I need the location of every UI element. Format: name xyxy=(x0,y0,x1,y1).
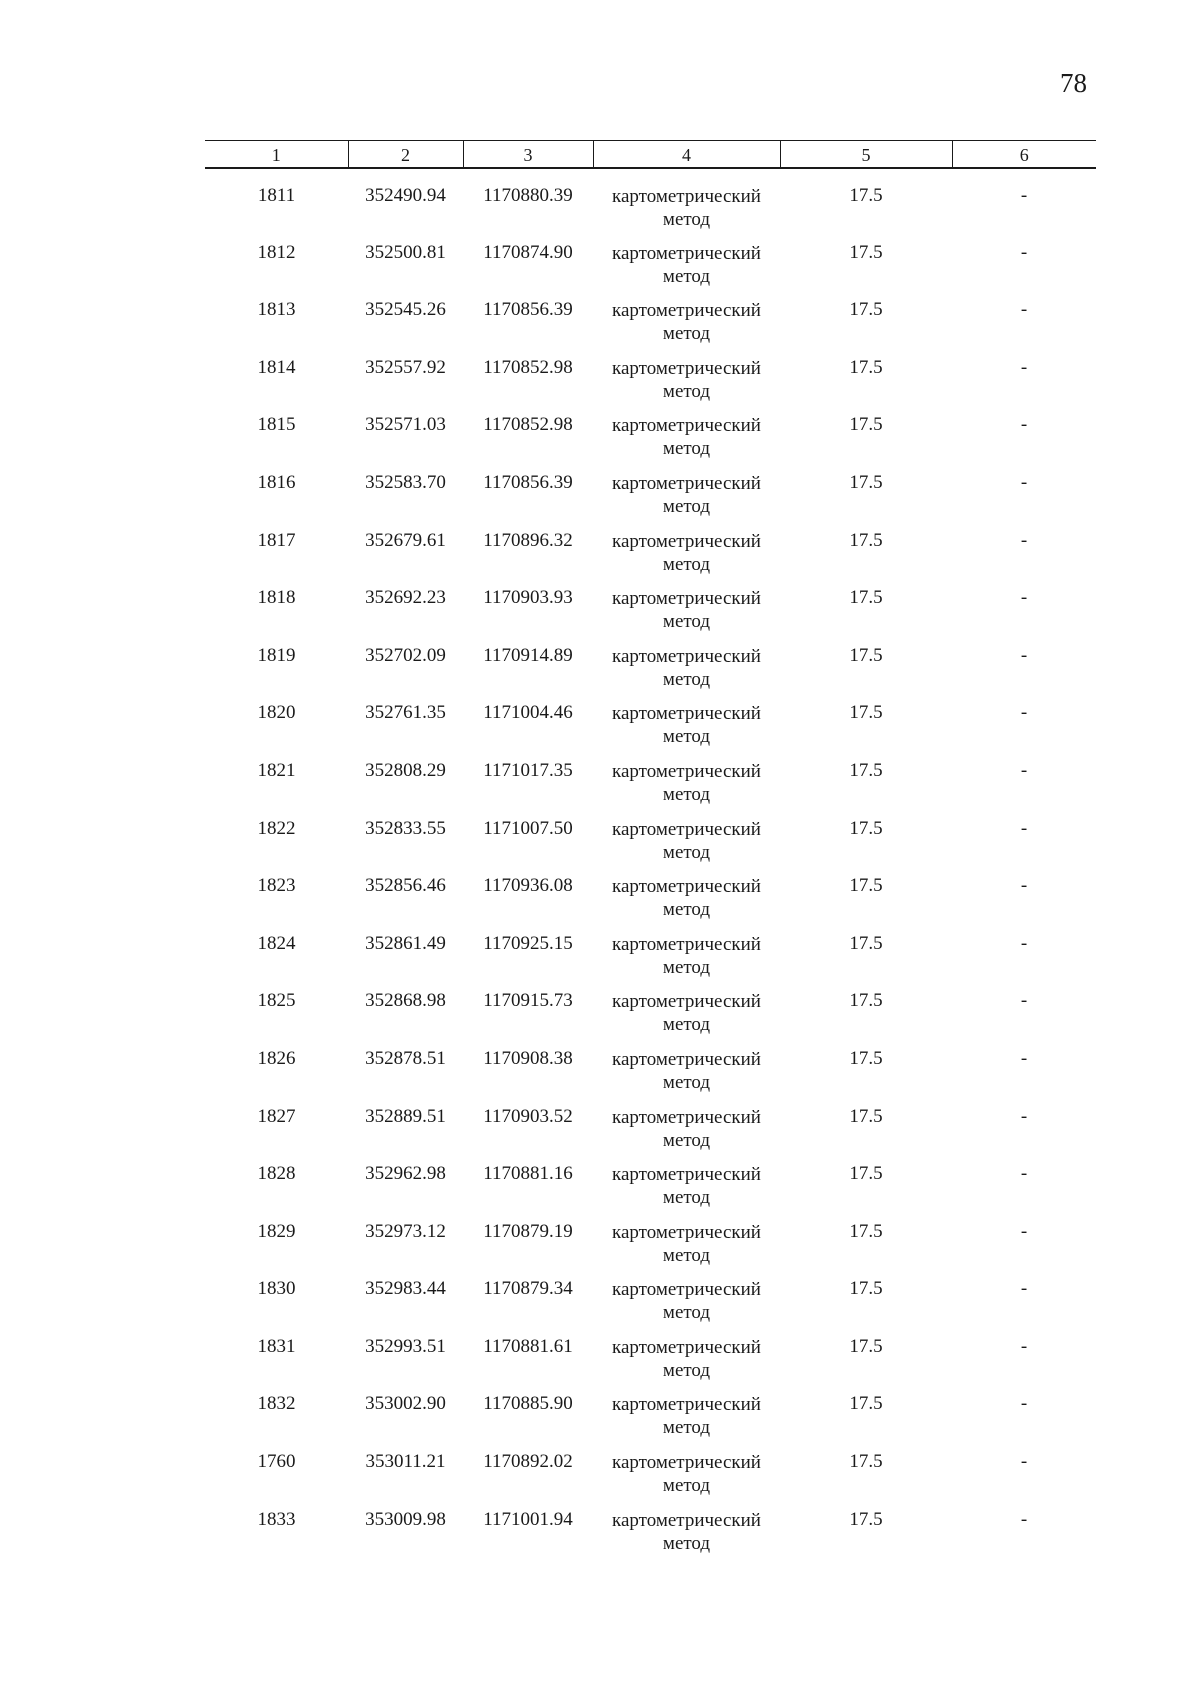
method-cell xyxy=(593,1451,780,1509)
method-cell xyxy=(593,1221,780,1279)
method-line-1: картометрический xyxy=(612,703,761,725)
accuracy-cell: 17.5 xyxy=(849,1508,883,1530)
note-cell: - xyxy=(1020,241,1028,263)
method-line-1: картометрический xyxy=(612,1048,761,1070)
y-coordinate-cell: 1170892.02 xyxy=(483,1451,573,1473)
table-row xyxy=(205,1221,1096,1279)
accuracy-cell: 17.5 xyxy=(849,932,883,954)
point-id-cell: 1828 xyxy=(257,1163,296,1185)
y-coordinate-cell: 1170896.32 xyxy=(483,529,573,551)
accuracy-cell: 17.5 xyxy=(849,1393,883,1415)
method-cell xyxy=(593,357,780,415)
table-row xyxy=(205,933,1096,991)
accuracy-cell: 17.5 xyxy=(849,702,883,724)
x-coordinate-cell: 352545.26 xyxy=(365,299,446,321)
method-line-2: метод xyxy=(662,1359,711,1381)
method-line-2: метод xyxy=(662,726,711,748)
method-line-2: метод xyxy=(662,1071,711,1093)
point-id-cell: 1812 xyxy=(257,241,296,263)
column-header: 4 xyxy=(593,141,780,169)
table-row xyxy=(205,1048,1096,1106)
table-row xyxy=(205,1451,1096,1509)
point-id-cell: 1818 xyxy=(257,587,296,609)
method-cell xyxy=(593,1509,780,1567)
note-cell: - xyxy=(1020,185,1028,206)
note-cell: - xyxy=(1020,1451,1028,1473)
point-id-cell: 1811 xyxy=(257,185,296,206)
point-id-cell: 1819 xyxy=(257,644,296,666)
note-cell: - xyxy=(1020,299,1028,321)
x-coordinate-cell: 353009.98 xyxy=(365,1508,446,1530)
method-cell xyxy=(593,1336,780,1394)
note-cell: - xyxy=(1020,759,1028,781)
accuracy-cell: 17.5 xyxy=(849,587,883,609)
table-row xyxy=(205,760,1096,818)
note-cell: - xyxy=(1020,471,1028,493)
x-coordinate-cell: 352808.29 xyxy=(365,759,446,781)
y-coordinate-cell: 1170879.19 xyxy=(483,1220,573,1242)
accuracy-cell: 17.5 xyxy=(849,414,883,436)
point-id-cell: 1829 xyxy=(257,1220,296,1242)
accuracy-cell: 17.5 xyxy=(849,817,883,839)
method-line-2: метод xyxy=(662,1417,711,1439)
method-line-2: метод xyxy=(662,1244,711,1266)
method-cell xyxy=(593,990,780,1048)
method-line-2: метод xyxy=(662,899,711,921)
x-coordinate-cell: 352993.51 xyxy=(365,1335,446,1357)
table-row xyxy=(205,1163,1096,1221)
method-line-2: метод xyxy=(662,323,711,345)
note-cell: - xyxy=(1020,1163,1028,1185)
method-line-2: метод xyxy=(662,1129,711,1151)
table-row xyxy=(205,242,1096,300)
note-cell: - xyxy=(1020,356,1028,378)
y-coordinate-cell: 1170915.73 xyxy=(483,990,573,1012)
method-cell xyxy=(593,645,780,703)
method-line-1: картометрический xyxy=(612,530,761,552)
method-cell xyxy=(593,1278,780,1336)
method-cell xyxy=(593,875,780,933)
x-coordinate-cell: 352571.03 xyxy=(365,414,446,436)
note-cell: - xyxy=(1020,875,1028,897)
table-row xyxy=(205,1393,1096,1451)
y-coordinate-cell: 1170908.38 xyxy=(483,1047,573,1069)
accuracy-cell: 17.5 xyxy=(849,185,883,206)
x-coordinate-cell: 352878.51 xyxy=(365,1047,446,1069)
table-row xyxy=(205,1336,1096,1394)
x-coordinate-cell: 352861.49 xyxy=(365,932,446,954)
method-line-1: картометрический xyxy=(612,472,761,494)
note-cell: - xyxy=(1020,932,1028,954)
note-cell: - xyxy=(1020,414,1028,436)
y-coordinate-cell: 1170874.90 xyxy=(483,241,573,263)
accuracy-cell: 17.5 xyxy=(849,1220,883,1242)
column-header: 2 xyxy=(348,141,463,169)
accuracy-cell: 17.5 xyxy=(849,471,883,493)
point-id-cell: 1833 xyxy=(257,1508,296,1530)
x-coordinate-cell: 352868.98 xyxy=(365,990,446,1012)
table-row xyxy=(205,875,1096,933)
table-row xyxy=(205,645,1096,703)
method-line-1: картометрический xyxy=(612,818,761,840)
point-id-cell: 1824 xyxy=(257,932,296,954)
x-coordinate-cell: 352962.98 xyxy=(365,1163,446,1185)
accuracy-cell: 17.5 xyxy=(849,759,883,781)
table-row xyxy=(205,472,1096,530)
method-line-1: картометрический xyxy=(612,1106,761,1128)
method-cell xyxy=(593,1393,780,1451)
y-coordinate-cell: 1170885.90 xyxy=(483,1393,573,1415)
method-line-2: метод xyxy=(662,380,711,402)
accuracy-cell: 17.5 xyxy=(849,990,883,1012)
method-line-2: метод xyxy=(662,956,711,978)
method-cell xyxy=(593,702,780,760)
method-cell xyxy=(593,760,780,818)
note-cell: - xyxy=(1020,1393,1028,1415)
method-cell xyxy=(593,242,780,300)
method-line-2: метод xyxy=(662,1302,711,1324)
accuracy-cell: 17.5 xyxy=(849,356,883,378)
accuracy-cell: 17.5 xyxy=(849,1047,883,1069)
note-cell: - xyxy=(1020,990,1028,1012)
point-id-cell: 1823 xyxy=(257,875,296,897)
x-coordinate-cell: 352856.46 xyxy=(365,875,446,897)
table-row xyxy=(205,1106,1096,1164)
method-line-1: картометрический xyxy=(612,1509,761,1531)
accuracy-cell: 17.5 xyxy=(849,875,883,897)
point-id-cell: 1760 xyxy=(257,1451,296,1473)
method-cell xyxy=(593,818,780,876)
y-coordinate-cell: 1170879.34 xyxy=(483,1278,573,1300)
table-row xyxy=(205,587,1096,645)
accuracy-cell: 17.5 xyxy=(849,1163,883,1185)
method-line-2: метод xyxy=(662,1014,711,1036)
method-cell xyxy=(593,530,780,588)
y-coordinate-cell: 1170914.89 xyxy=(483,644,573,666)
table-row xyxy=(205,990,1096,1048)
point-id-cell: 1827 xyxy=(257,1105,296,1127)
x-coordinate-cell: 352692.23 xyxy=(365,587,446,609)
x-coordinate-cell: 352679.61 xyxy=(365,529,446,551)
point-id-cell: 1821 xyxy=(257,759,296,781)
table-row xyxy=(205,1278,1096,1336)
point-id-cell: 1822 xyxy=(257,817,296,839)
table-row xyxy=(205,357,1096,415)
point-id-cell: 1813 xyxy=(257,299,296,321)
method-line-1: картометрический xyxy=(612,242,761,264)
y-coordinate-cell: 1170925.15 xyxy=(483,932,573,954)
method-cell xyxy=(593,472,780,530)
method-line-2: метод xyxy=(662,209,711,230)
method-line-2: метод xyxy=(662,611,711,633)
note-cell: - xyxy=(1020,1105,1028,1127)
column-header: 3 xyxy=(463,141,593,169)
method-line-1: картометрический xyxy=(612,186,761,207)
y-coordinate-cell: 1171007.50 xyxy=(483,817,573,839)
table-row xyxy=(205,414,1096,472)
x-coordinate-cell: 352833.55 xyxy=(365,817,446,839)
method-cell xyxy=(593,299,780,357)
method-line-1: картометрический xyxy=(612,1336,761,1358)
accuracy-cell: 17.5 xyxy=(849,1451,883,1473)
y-coordinate-cell: 1170881.16 xyxy=(483,1163,573,1185)
point-id-cell: 1815 xyxy=(257,414,296,436)
x-coordinate-cell: 352983.44 xyxy=(365,1278,446,1300)
x-coordinate-cell: 352583.70 xyxy=(365,471,446,493)
y-coordinate-cell: 1171017.35 xyxy=(483,759,573,781)
note-cell: - xyxy=(1020,587,1028,609)
accuracy-cell: 17.5 xyxy=(849,529,883,551)
y-coordinate-cell: 1170881.61 xyxy=(483,1335,573,1357)
note-cell: - xyxy=(1020,702,1028,724)
table-row xyxy=(205,818,1096,876)
y-coordinate-cell: 1171004.46 xyxy=(483,702,573,724)
method-line-1: картометрический xyxy=(612,1394,761,1416)
point-id-cell: 1830 xyxy=(257,1278,296,1300)
table-row xyxy=(205,1509,1096,1567)
accuracy-cell: 17.5 xyxy=(849,299,883,321)
method-line-1: картометрический xyxy=(612,1221,761,1243)
note-cell: - xyxy=(1020,529,1028,551)
method-line-1: картометрический xyxy=(612,1452,761,1474)
y-coordinate-cell: 1170936.08 xyxy=(483,875,573,897)
method-cell xyxy=(593,1163,780,1221)
table-row xyxy=(205,299,1096,357)
x-coordinate-cell: 352702.09 xyxy=(365,644,446,666)
method-line-1: картометрический xyxy=(612,300,761,322)
x-coordinate-cell: 352490.94 xyxy=(365,185,446,206)
method-line-2: метод xyxy=(662,495,711,517)
x-coordinate-cell: 353011.21 xyxy=(365,1451,446,1473)
table-row xyxy=(205,530,1096,588)
method-line-1: картометрический xyxy=(612,933,761,955)
x-coordinate-cell: 352973.12 xyxy=(365,1220,446,1242)
coordinates-table xyxy=(205,140,1096,1566)
note-cell: - xyxy=(1020,817,1028,839)
x-coordinate-cell: 352557.92 xyxy=(365,356,446,378)
accuracy-cell: 17.5 xyxy=(849,1105,883,1127)
method-cell xyxy=(593,933,780,991)
method-cell xyxy=(593,587,780,645)
accuracy-cell: 17.5 xyxy=(849,241,883,263)
method-line-1: картометрический xyxy=(612,991,761,1013)
y-coordinate-cell: 1170903.93 xyxy=(483,587,573,609)
method-line-2: метод xyxy=(662,783,711,805)
y-coordinate-cell: 1170880.39 xyxy=(483,185,573,206)
method-line-1: картометрический xyxy=(612,876,761,898)
point-id-cell: 1826 xyxy=(257,1047,296,1069)
method-line-1: картометрический xyxy=(612,645,761,667)
y-coordinate-cell: 1170852.98 xyxy=(483,356,573,378)
y-coordinate-cell: 1170852.98 xyxy=(483,414,573,436)
accuracy-cell: 17.5 xyxy=(849,644,883,666)
note-cell: - xyxy=(1020,1047,1028,1069)
table-row xyxy=(205,702,1096,760)
table-body xyxy=(205,168,1096,1566)
accuracy-cell: 17.5 xyxy=(849,1278,883,1300)
x-coordinate-cell: 352500.81 xyxy=(365,241,446,263)
header-row xyxy=(205,141,1096,169)
y-coordinate-cell: 1171001.94 xyxy=(483,1508,573,1530)
note-cell: - xyxy=(1020,1278,1028,1300)
note-cell: - xyxy=(1020,1508,1028,1530)
method-cell xyxy=(593,1106,780,1164)
point-id-cell: 1814 xyxy=(257,356,296,378)
point-id-cell: 1820 xyxy=(257,702,296,724)
x-coordinate-cell: 352761.35 xyxy=(365,702,446,724)
point-id-cell: 1832 xyxy=(257,1393,296,1415)
column-header: 6 xyxy=(952,141,1096,169)
point-id-cell: 1825 xyxy=(257,990,296,1012)
method-line-1: картометрический xyxy=(612,415,761,437)
y-coordinate-cell: 1170856.39 xyxy=(483,299,573,321)
column-header: 5 xyxy=(780,141,952,169)
table-row xyxy=(205,168,1096,242)
note-cell: - xyxy=(1020,644,1028,666)
point-id-cell: 1831 xyxy=(257,1335,296,1357)
method-line-1: картометрический xyxy=(612,1164,761,1186)
point-id-cell: 1817 xyxy=(257,529,296,551)
table-header xyxy=(205,141,1096,169)
method-line-1: картометрический xyxy=(612,357,761,379)
method-cell xyxy=(593,1048,780,1106)
y-coordinate-cell: 1170903.52 xyxy=(483,1105,573,1127)
note-cell: - xyxy=(1020,1335,1028,1357)
method-line-2: метод xyxy=(662,1187,711,1209)
method-line-2: метод xyxy=(662,265,711,287)
method-line-2: метод xyxy=(662,1532,711,1554)
point-id-cell: 1816 xyxy=(257,471,296,493)
method-line-1: картометрический xyxy=(612,588,761,610)
note-cell: - xyxy=(1020,1220,1028,1242)
method-line-2: метод xyxy=(662,1475,711,1497)
x-coordinate-cell: 352889.51 xyxy=(365,1105,446,1127)
method-line-1: картометрический xyxy=(612,760,761,782)
y-coordinate-cell: 1170856.39 xyxy=(483,471,573,493)
column-header: 1 xyxy=(205,141,348,169)
method-cell xyxy=(593,168,780,242)
method-line-1: картометрический xyxy=(612,1279,761,1301)
method-line-2: метод xyxy=(662,438,711,460)
page-number: 78 xyxy=(1060,68,1087,98)
accuracy-cell: 17.5 xyxy=(849,1335,883,1357)
method-line-2: метод xyxy=(662,841,711,863)
method-line-2: метод xyxy=(662,668,711,690)
method-line-2: метод xyxy=(662,553,711,575)
method-cell xyxy=(593,414,780,472)
x-coordinate-cell: 353002.90 xyxy=(365,1393,446,1415)
